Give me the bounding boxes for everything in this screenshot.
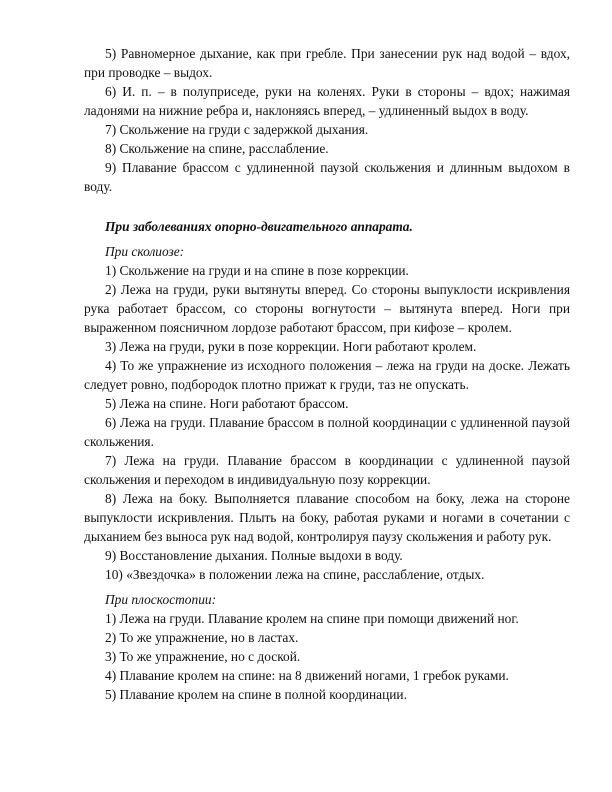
subheading-flatfoot: При плоскостопии: [105, 592, 217, 607]
scoliosis-item-7: 7) Лежа на груди. Плавание брассом в координации с удлиненной паузой скольжения и переходом в индивидуальную позу коррекции. [84, 453, 570, 487]
paragraph-glide-breath-hold: 7) Скольжение на груди с задержкой дыхания. [105, 122, 369, 137]
paragraph-breathing-rowing: 5) Равномерное дыхание, как при гребле. При занесении рук над водой – вдох, при проводке – выдох. [84, 46, 570, 80]
scoliosis-item-6: 6) Лежа на груди. Плавание брассом в полной координации с удлиненной паузой скольжения. [84, 415, 570, 449]
section-heading-musculoskeletal: При заболеваниях опорно-двигательного аппарата. [105, 219, 413, 234]
scoliosis-item-3: 3) Лежа на груди, руки в позе коррекции. Ноги работают кролем. [105, 339, 477, 354]
scoliosis-item-5: 5) Лежа на спине. Ноги работают брассом. [105, 396, 349, 411]
scoliosis-item-4: 4) То же упражнение из исходного положения – лежа на груди на доске. Лежать следует ровно, подбородок плотно прижат к груди, таз не опускать. [84, 358, 570, 392]
paragraph-breaststroke: 9) Плавание брассом с удлиненной паузой скольжения и длинным выдохом в воду. [84, 160, 570, 194]
scoliosis-item-10: 10) «Звездочка» в положении лежа на спине, расслабление, отдых. [105, 567, 485, 582]
paragraph-glide-back: 8) Скольжение на спине, расслабление. [105, 141, 329, 156]
scoliosis-item-2: 2) Лежа на груди, руки вытянуты вперед. Со стороны выпуклости искривления рука работает брассом, со стороны вогнутости – вытянута вперед. Ноги при выраженном поясничном лордозе работают брассом, при кифозе – кролем. [84, 282, 570, 335]
scoliosis-item-8: 8) Лежа на боку. Выполняется плавание способом на боку, лежа на стороне выпуклости искривления. Плыть на боку, работая руками и ногами в сочетании с дыханием без выноса рук над водой, контролируя паузу скольжения и работу рук. [84, 491, 570, 544]
paragraph-half-squat: 6) И. п. – в полуприседе, руки на коленях. Руки в стороны – вдох; нажимая ладонями на нижние ребра и, наклоняясь вперед, – удлиненный выдох в воду. [84, 84, 570, 118]
flatfoot-item-4: 4) Плавание кролем на спине: на 8 движений ногами, 1 гребок руками. [105, 668, 509, 683]
scoliosis-item-1: 1) Скольжение на груди и на спине в позе коррекции. [105, 263, 409, 278]
flatfoot-item-1: 1) Лежа на груди. Плавание кролем на спине при помощи движений ног. [105, 611, 519, 626]
scoliosis-item-9: 9) Восстановление дыхания. Полные выдохи в воду. [105, 548, 403, 563]
flatfoot-item-3: 3) То же упражнение, но с доской. [105, 649, 301, 664]
flatfoot-item-5: 5) Плавание кролем на спине в полной координации. [105, 687, 407, 702]
subheading-scoliosis: При сколиозе: [105, 244, 185, 259]
flatfoot-item-2: 2) То же упражнение, но в ластах. [105, 630, 299, 645]
document-page [84, 44, 570, 704]
